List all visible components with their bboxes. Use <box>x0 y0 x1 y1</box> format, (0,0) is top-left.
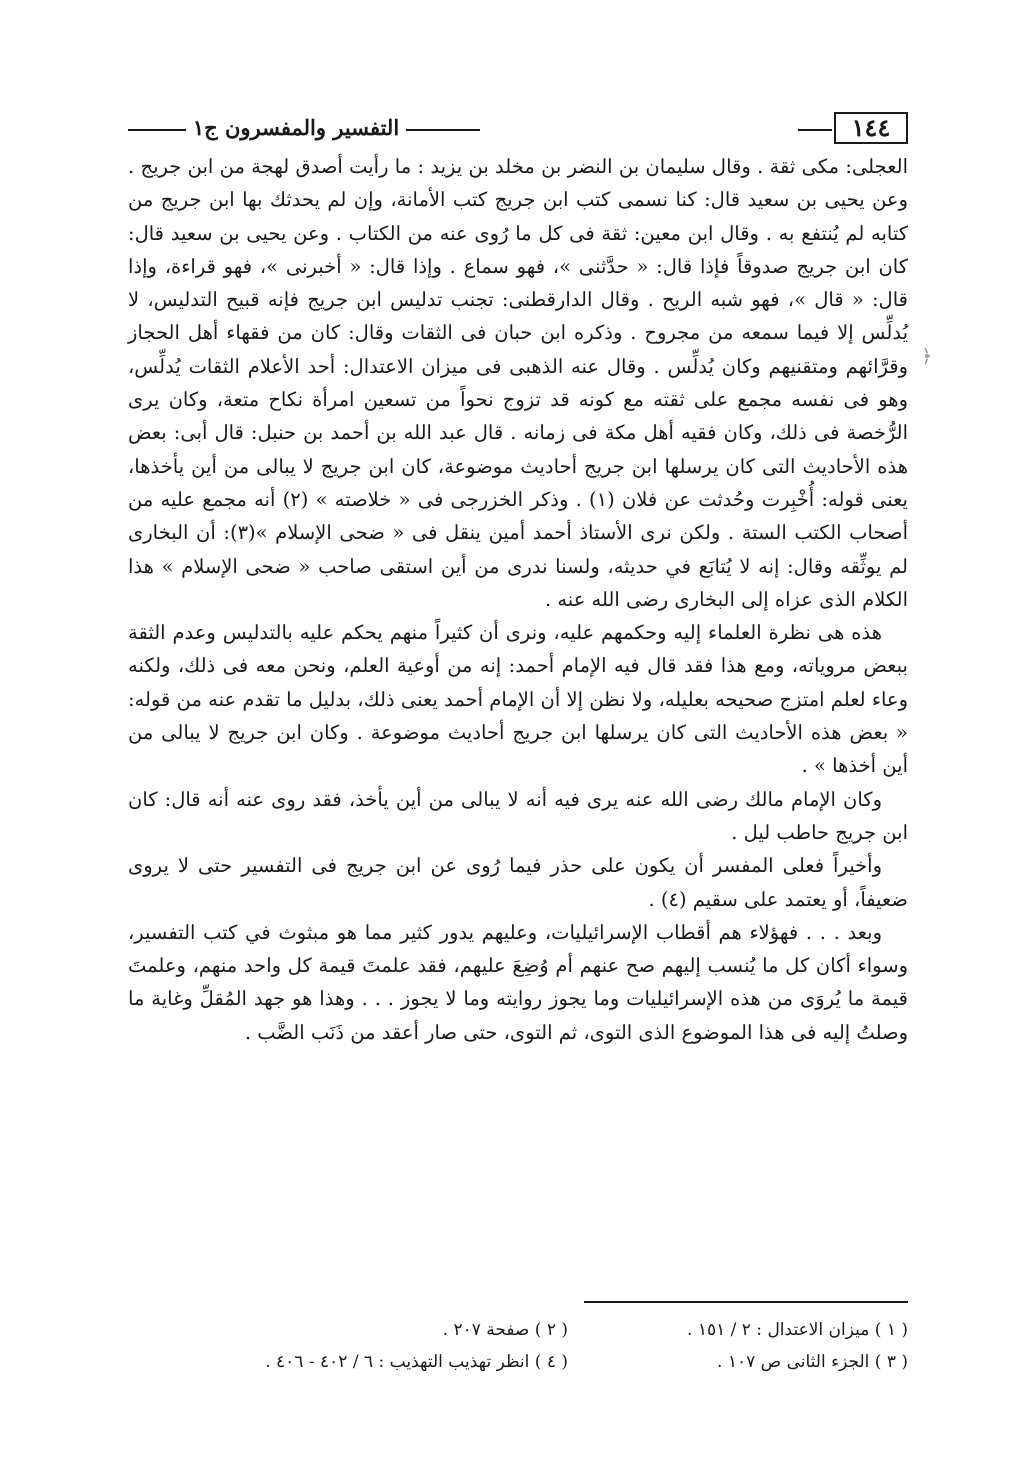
footnote-2: ( ٢ ) صفحة ٢٠٧ . <box>442 1320 568 1340</box>
footnotes <box>128 1314 908 1378</box>
book-page <box>128 0 908 1463</box>
footnote-3: ( ٣ ) الجزء الثانى ص ١٠٧ . <box>717 1352 908 1372</box>
footnote-1: ( ١ ) ميزان الاعتدال : ٢ / ١٥١ . <box>687 1320 908 1340</box>
page-number: ١٤٤ <box>834 112 908 144</box>
footnote-row <box>128 1314 908 1346</box>
paragraph-4: وأخيراً فعلى المفسر أن يكون على حذر فيما رُوى عن ابن جريج فى التفسير حتى لا يروى ضعيفاً، أو يعتمد على سقيم (٤) . <box>128 854 908 911</box>
header-rule <box>128 129 186 131</box>
paragraph-1: العجلى: مكى ثقة . وقال سليمان بن النضر بن مخلد بن يزيد : ما رأيت أصدق لهجة من ابن جريج . وعن يحيى بن سعيد قال: كنا نسمى كتب ابن جريج كتب الأمانة، وإن لم يحدثك بها ابن جريج من كتابه لم يُنتفع به . وقال ابن معين: ثقة فى كل ما رُوى عنه من الكتاب . وعن يحيى بن سعيد قال: كان ابن جريج صدوقاً فإذا قال: « حدَّثنى »، فهو سماع . وإذا قال: « أخبرنى »، فهو قراءة، وإذا قال: « قال »، فهو شبه الريح . وقال الدارقطنى: تجنب تدليس ابن جريج فإنه قبيح التدليس، لا يُدلِّس إلا فيما سمعه من مجروح . وذكره ابن حبان فى الثقات وقال: كان من فقهاء أهل الحجاز وقرَّائهم ومتقنيهم وكان يُدلِّس . وقال عنه الذهبى فى ميزان الاعتدال: أحد الأعلام الثقات يُدلِّس، وهو فى نفسه مجمع على ثقته مع كونه قد تزوج نحواً من تسعين امرأة نكاح متعة، وكان يرى الرُّخصة فى ذلك، وكان فقيه أهل مكة فى زمانه . قال عبد الله بن أحمد بن حنبل: قال أبى: بعض هذه الأحاديث التى كان يرسلها ابن جريج أحاديث موضوعة، كان ابن جريج لا يبالى من أين يأخذها، يعنى قوله: أُخْبِرت وحُدثت عن فلان (١) . وذكر الخزرجى فى « خلاصته » (٢) أنه مجمع عليه من أصحاب الكتب الستة . ولكن نرى الأستاذ أحمد أمين ينقل فى « ضحى الإسلام »(٣): أن البخارى لم يوثِّقه وقال: إنه لا يُتابَع في حديثه، ولسنا ندرى من أين استقى صاحب « ضحى الإسلام » هذا الكلام الذى عزاه إلى البخارى رضى الله عنه . <box>128 155 909 611</box>
body-text <box>128 150 908 1049</box>
running-title: التفسير والمفسرون ج١ <box>192 115 400 140</box>
paragraph-2: هذه هى نظرة العلماء إليه وحكمهم عليه، ونرى أن كثيراً منهم يحكم عليه بالتدليس وعدم الثقة ببعض مروياته، ومع هذا فقد قال فيه الإمام أحمد: إنه من أوعية العلم، ونحن معه فى ذلك، ولكنه وعاء لعلم امتزج صحيحه بعليله، ولا نظن إلا أن الإمام أحمد يعنى ذلك، بدليل ما تقدم عنه من قوله: « بعض هذه الأحاديث التى كان يرسلها ابن جريج أحاديث موضوعة . وكان ابن جريج لا يبالى من أين أخذها » . <box>128 621 908 778</box>
page-header <box>128 110 908 148</box>
footnote-4: ( ٤ ) انظر تهذيب التهذيب : ٦ / ٤٠٢ - ٤٠٦ . <box>265 1352 568 1372</box>
footnote-row <box>128 1346 908 1378</box>
footnote-separator <box>584 1301 908 1303</box>
paragraph-5: وبعد . . . فهؤلاء هم أقطاب الإسرائيليات، وعليهم يدور كثير مما هو مبثوث في كتب التفسير، وسواء أكان كل ما يُنسب إليهم صح عنهم أم وُضِعَ عليهم، فقد علمتَ قيمة كل واحد منهم، وعلمتَ قيمة ما يُروَى من هذه الإسرائيليات وما يجوز روايته وما لا يجوز . . . وهذا هو جهد المُقلِّ وغاية ما وصلتُ إليه فى هذا الموضوع الذى التوى، ثم التوى، حتى صار أعقد من ذَنَب الضَّب . <box>128 920 908 1044</box>
margin-mark: ﴿ <box>921 346 932 367</box>
header-rule <box>406 129 480 131</box>
header-rule <box>798 129 832 131</box>
paragraph-3: وكان الإمام مالك رضى الله عنه يرى فيه أنه لا يبالى من أين يأخذ، فقد روى عنه أنه قال: كان ابن جريج حاطب ليل . <box>128 787 908 844</box>
